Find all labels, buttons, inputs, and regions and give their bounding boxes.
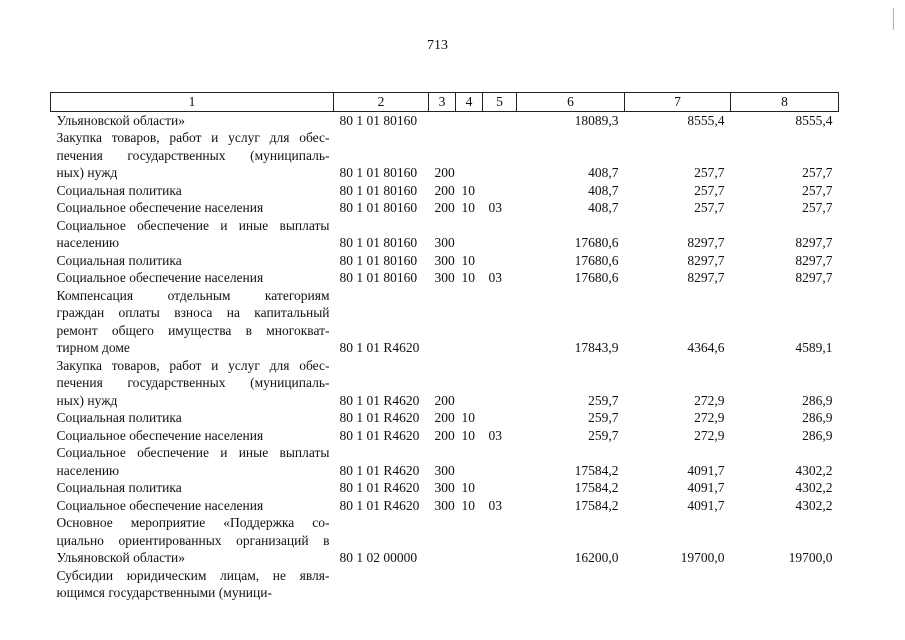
row-section: 10 <box>461 497 475 513</box>
row-vr: 300 <box>434 480 455 495</box>
row-value-6: 17680,6 <box>574 270 619 285</box>
row-subsection <box>483 357 517 410</box>
row-vr <box>429 111 456 129</box>
row-section: 10 <box>461 182 475 198</box>
row-name-line: печения государственных (муниципаль- <box>56 375 330 390</box>
row-name-line: Закупка товаров, работ и услуг для обес- <box>56 130 330 145</box>
row-section: 10 <box>461 252 475 268</box>
row-value-6: 17680,6 <box>574 252 619 268</box>
row-value-6: 259,7 <box>588 410 619 425</box>
row-name <box>51 497 334 515</box>
row-value-8: 257,7 <box>802 182 833 198</box>
row-value-7: 8297,7 <box>687 252 725 268</box>
row-subsection: 03 <box>488 427 502 443</box>
row-value-6: 17680,6 <box>574 235 619 250</box>
table-row <box>51 199 839 217</box>
row-subsection: 03 <box>488 497 502 513</box>
page-edge-mark <box>893 8 894 30</box>
row-name-line: ремонт общего имущества в многокват- <box>56 322 330 338</box>
row-value-8 <box>731 567 839 602</box>
row-code: 80 1 01 80160 <box>339 252 418 268</box>
table-row <box>51 252 839 270</box>
row-value-7: 4091,7 <box>687 497 725 513</box>
row-code: 80 1 01 R4620 <box>339 462 420 478</box>
table-row <box>51 567 839 602</box>
row-name <box>51 514 334 567</box>
row-name <box>51 444 334 479</box>
row-subsection <box>483 409 517 427</box>
row-value-8: 8555,4 <box>795 112 833 128</box>
header-col-7: 7 <box>625 93 731 112</box>
row-value-7: 257,7 <box>694 165 725 180</box>
row-name <box>51 199 334 217</box>
row-vr: 200 <box>434 427 455 443</box>
row-subsection <box>483 217 517 252</box>
row-name <box>51 287 334 357</box>
row-name-line: Социальное обеспечение и иные выплаты <box>56 217 330 233</box>
row-section <box>456 287 483 357</box>
row-code: 80 1 01 R4620 <box>339 340 420 355</box>
row-subsection <box>483 111 517 129</box>
row-value-7: 272,9 <box>694 392 725 408</box>
header-col-2: 2 <box>334 93 429 112</box>
row-section <box>456 357 483 410</box>
row-name-line: Социальное обеспечение населения <box>56 200 264 215</box>
row-section <box>456 567 483 602</box>
row-name <box>51 217 334 252</box>
row-code: 80 1 01 80160 <box>339 112 418 128</box>
row-value-8: 8297,7 <box>795 252 833 268</box>
row-name-line: Социальное обеспечение и иные выплаты <box>56 445 330 460</box>
row-subsection <box>483 182 517 200</box>
row-name-line: граждан оплаты взноса на капитальный <box>56 305 330 320</box>
row-value-7: 4091,7 <box>687 462 725 478</box>
table-row <box>51 287 839 357</box>
table-row <box>51 409 839 427</box>
row-section <box>456 111 483 129</box>
row-subsection <box>483 252 517 270</box>
row-value-8: 8297,7 <box>795 270 833 285</box>
row-name-line: Ульяновской области» <box>56 550 186 565</box>
row-value-6: 17584,2 <box>574 462 619 478</box>
row-value-7: 4364,6 <box>687 340 725 355</box>
row-vr <box>429 287 456 357</box>
row-value-7 <box>625 567 731 602</box>
header-col-3: 3 <box>429 93 456 112</box>
table-row <box>51 217 839 252</box>
row-code: 80 1 01 R4620 <box>339 497 420 513</box>
row-name <box>51 409 334 427</box>
budget-table <box>50 92 839 602</box>
row-code: 80 1 01 80160 <box>339 270 418 285</box>
row-value-7: 8555,4 <box>687 112 725 128</box>
table-row <box>51 129 839 182</box>
row-value-8: 4302,2 <box>795 497 833 513</box>
page-number: 713 <box>427 38 448 53</box>
row-value-7: 257,7 <box>694 200 725 215</box>
row-value-6: 408,7 <box>588 182 619 198</box>
header-col-5: 5 <box>483 93 517 112</box>
row-name <box>51 182 334 200</box>
row-subsection <box>483 514 517 567</box>
row-section <box>456 217 483 252</box>
row-name-line: Социальная политика <box>56 182 182 198</box>
header-row <box>51 93 839 112</box>
header-col-1: 1 <box>51 93 334 112</box>
row-code: 80 1 01 80160 <box>339 200 418 215</box>
row-value-6: 408,7 <box>588 200 619 215</box>
row-vr: 200 <box>434 392 455 408</box>
row-name-line: населению <box>56 235 120 250</box>
row-name <box>51 252 334 270</box>
row-name-line: Социальная политика <box>56 480 182 495</box>
row-name-line: тирном доме <box>56 340 130 355</box>
row-vr: 300 <box>434 497 455 513</box>
row-code: 80 1 01 80160 <box>339 165 418 180</box>
row-section: 10 <box>461 270 475 285</box>
row-name-line: Ульяновской области» <box>56 112 186 128</box>
row-vr: 200 <box>434 165 455 180</box>
row-value-7: 8297,7 <box>687 270 725 285</box>
header-col-6: 6 <box>517 93 625 112</box>
table-body <box>51 111 839 602</box>
row-code: 80 1 01 R4620 <box>339 480 420 495</box>
row-subsection: 03 <box>488 270 502 285</box>
row-vr: 300 <box>434 462 455 478</box>
row-vr: 200 <box>434 200 455 215</box>
row-value-6: 259,7 <box>588 427 619 443</box>
row-value-7: 272,9 <box>694 427 725 443</box>
row-value-8: 19700,0 <box>788 550 833 565</box>
row-code: 80 1 01 R4620 <box>339 392 420 408</box>
row-value-6: 18089,3 <box>574 112 619 128</box>
row-code: 80 1 01 80160 <box>339 235 418 250</box>
row-name-line: Субсидии юридическим лицам, не явля- <box>56 567 330 583</box>
row-value-6: 17584,2 <box>574 480 619 495</box>
row-name-line: населению <box>56 462 120 478</box>
row-value-8: 8297,7 <box>795 235 833 250</box>
row-value-6: 259,7 <box>588 392 619 408</box>
row-name-line: Социальное обеспечение населения <box>56 270 264 285</box>
row-code <box>334 567 429 602</box>
row-name-line: ных) нужд <box>56 165 118 180</box>
row-value-8: 4302,2 <box>795 462 833 478</box>
row-section: 10 <box>461 427 475 443</box>
row-section <box>456 514 483 567</box>
row-subsection <box>483 129 517 182</box>
row-section <box>456 129 483 182</box>
table-row <box>51 269 839 287</box>
row-value-8: 257,7 <box>802 200 833 215</box>
row-value-7: 272,9 <box>694 410 725 425</box>
row-name <box>51 427 334 445</box>
row-subsection <box>483 287 517 357</box>
row-code: 80 1 02 00000 <box>339 550 418 565</box>
table-row <box>51 514 839 567</box>
row-section: 10 <box>461 200 475 215</box>
row-subsection <box>483 479 517 497</box>
row-name-line: ющимся государственными (муници- <box>56 585 272 600</box>
row-name <box>51 567 334 602</box>
row-value-7: 257,7 <box>694 182 725 198</box>
row-subsection: 03 <box>488 200 502 215</box>
row-section <box>456 444 483 479</box>
row-vr <box>429 514 456 567</box>
header-col-8: 8 <box>731 93 839 112</box>
row-code: 80 1 01 R4620 <box>339 410 420 425</box>
table-header <box>51 93 839 112</box>
table-row <box>51 497 839 515</box>
row-name <box>51 269 334 287</box>
table-row <box>51 182 839 200</box>
header-col-4: 4 <box>456 93 483 112</box>
row-name-line: Компенсация отдельным категориям <box>56 287 330 303</box>
row-name <box>51 357 334 410</box>
row-section: 10 <box>461 480 475 495</box>
table-row <box>51 427 839 445</box>
row-name <box>51 129 334 182</box>
row-name-line: циально ориентированных организаций в <box>56 532 330 548</box>
row-value-8: 257,7 <box>802 165 833 180</box>
row-code: 80 1 01 R4620 <box>339 427 420 443</box>
row-value-7: 4091,7 <box>687 480 725 495</box>
row-code: 80 1 01 80160 <box>339 182 418 198</box>
row-name <box>51 111 334 129</box>
row-vr: 300 <box>434 235 455 250</box>
row-name-line: Социальное обеспечение населения <box>56 497 264 513</box>
row-value-6: 16200,0 <box>574 550 619 565</box>
row-name-line: ных) нужд <box>56 392 118 408</box>
row-value-6: 17843,9 <box>574 340 619 355</box>
row-value-8: 4589,1 <box>795 340 833 355</box>
table-row <box>51 357 839 410</box>
table-row <box>51 479 839 497</box>
row-value-7: 8297,7 <box>687 235 725 250</box>
row-vr: 300 <box>434 270 455 285</box>
row-name-line: Социальная политика <box>56 252 182 268</box>
row-name-line: Закупка товаров, работ и услуг для обес- <box>56 357 330 373</box>
row-subsection <box>483 567 517 602</box>
row-value-8: 286,9 <box>802 392 833 408</box>
row-value-6 <box>517 567 625 602</box>
row-value-8: 4302,2 <box>795 480 833 495</box>
row-value-6: 408,7 <box>588 165 619 180</box>
row-vr <box>429 567 456 602</box>
row-section: 10 <box>461 410 475 425</box>
row-name <box>51 479 334 497</box>
row-value-6: 17584,2 <box>574 497 619 513</box>
row-value-8: 286,9 <box>802 427 833 443</box>
row-name-line: Основное мероприятие «Поддержка со- <box>56 515 330 530</box>
row-name-line: печения государственных (муниципаль- <box>56 147 330 163</box>
table-row <box>51 444 839 479</box>
table-row <box>51 111 839 129</box>
row-vr: 300 <box>434 252 455 268</box>
row-subsection <box>483 444 517 479</box>
row-name-line: Социальное обеспечение населения <box>56 427 264 443</box>
row-vr: 200 <box>434 410 455 425</box>
row-value-8: 286,9 <box>802 410 833 425</box>
row-name-line: Социальная политика <box>56 410 182 425</box>
row-vr: 200 <box>434 182 455 198</box>
row-value-7: 19700,0 <box>680 550 725 565</box>
